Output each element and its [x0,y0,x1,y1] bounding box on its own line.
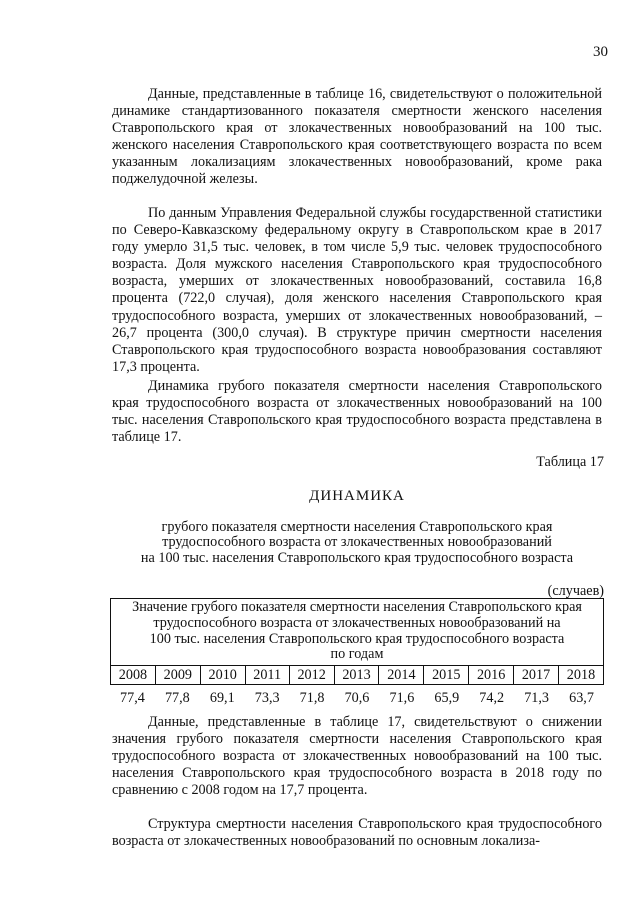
value-cell: 71,3 [524,690,550,706]
table-header-line: 100 тыс. населения Ставропольского края трудоспособного возраста [149,630,565,647]
table-label: Таблица 17 [536,454,604,470]
value-cell: 77,8 [164,690,190,706]
year-cell: 2018 [558,666,603,685]
table-header-line: трудоспособного возраста от злокачественных новообразований на [153,614,561,631]
paragraph-structure: Структура смертности населения Ставропольского края трудоспособного возраста от злокачественных новообразований по основным локализа- [112,816,602,850]
table-header-line: Значение грубого показателя смертности населения Ставропольского края [132,599,582,615]
year-cell: 2017 [514,666,559,685]
table-years-row [111,666,604,685]
year-cell: 2011 [245,666,289,685]
value-cell: 70,6 [344,690,370,706]
paragraph-table17-intro: Динамика грубого показателя смертности населения Ставропольского края трудоспособного возраста от злокачественных новообразований на 100 тыс. населения Ставропольского края трудоспособного возраста представлена в таблице 17. [112,378,602,446]
year-cell: 2013 [334,666,379,685]
paragraph-table17-summary: Данные, представленные в таблице 17, свидетельствуют о снижении значения грубого показателя смертности населения Ставропольского края трудоспособного возраста от злокачественных новообразований на 100 тыс. населения Ставропольского края трудоспособного возраста в 2018 году по сравнению с 2008 годом на 17,7 процента. [112,714,602,799]
mortality-table [110,598,604,685]
year-cell: 2009 [155,666,200,685]
value-cell: 65,9 [434,690,460,706]
table-subtitle-line: трудоспособного возраста от злокачественных новообразований [162,534,552,551]
value-cell: 74,2 [479,690,505,706]
table-subtitle [112,520,602,566]
value-cell: 77,4 [120,690,145,706]
table-units: (случаев) [547,583,604,599]
value-cell: 69,1 [209,690,235,706]
year-cell: 2010 [200,666,245,685]
year-cell: 2015 [424,666,469,685]
paragraph-table16-summary: Данные, представленные в таблице 16, свидетельствуют о положительной динамике стандартизованного показателя смертности женского населения Ставропольского края от злокачественных новообразований на 100 тыс. женского населения Ставропольского края соответствующего возраста по всем указанным локализациям злокачественных новообразований, кроме рака поджелудочной железы. [112,86,602,188]
table-values-row [110,690,604,707]
value-cell: 71,6 [389,690,415,706]
value-cell: 63,7 [569,690,594,706]
paragraph-statistics-2017: По данным Управления Федеральной службы государственной статистики по Северо-Кавказскому федеральному округу в Ставропольском крае в 2017 году умерло 31,5 тыс. человек, в том числе 5,9 тыс. человек трудоспособного возраста. Доля мужского населения Ставропольского края трудоспособного возраста, умерших от злокачественных новообразований, составила 16,8 процента (722,0 случая), доля женского населения Ставропольского края трудоспособного возраста, умерших от злокачественных новообразований, – 26,7 процента (300,0 случая). В структуре причин смертности населения Ставропольского края трудоспособного возраста новообразования составляют 17,3 процента. [112,205,602,375]
table-header-row [111,599,604,666]
year-cell: 2014 [379,666,424,685]
page-number: 30 [593,44,608,60]
value-cell: 71,8 [299,690,325,706]
year-cell: 2012 [289,666,334,685]
table-subtitle-line: грубого показателя смертности населения Ставропольского края [161,519,553,535]
table-title: ДИНАМИКА [309,488,405,504]
year-cell: 2016 [469,666,514,685]
table-subtitle-line: на 100 тыс. населения Ставропольского края трудоспособного возраста [140,549,574,566]
year-cell: 2008 [111,666,156,685]
table-header-line: по годам [330,646,384,663]
value-cell: 73,3 [254,690,280,706]
table-header-cell [111,599,604,666]
